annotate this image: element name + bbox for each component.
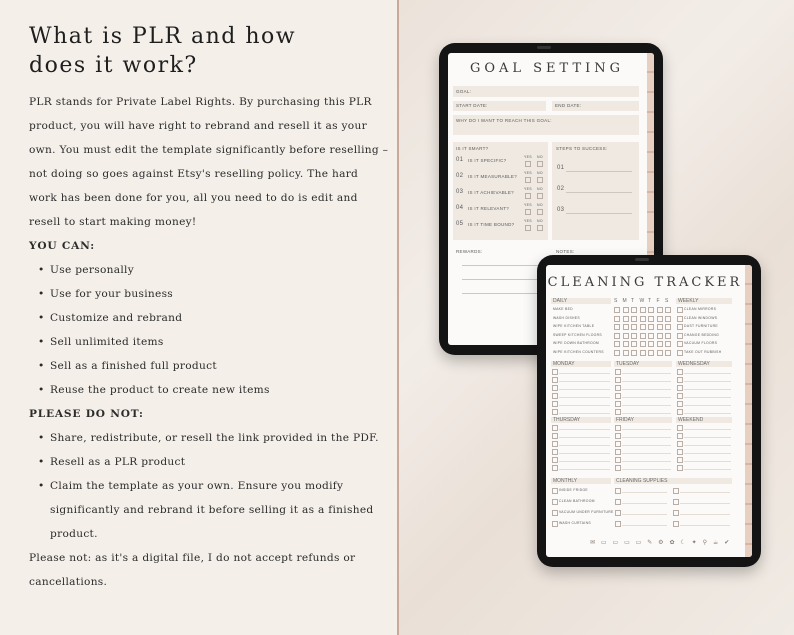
task-checkbox: [615, 385, 621, 391]
monthly-checkbox: [552, 521, 558, 527]
daily-task: WIPE KITCHEN TABLE: [553, 324, 595, 328]
task-line: [684, 453, 731, 454]
daily-checkbox: [665, 350, 671, 356]
no-checkbox: [537, 225, 543, 231]
task-checkbox: [677, 449, 683, 455]
step-line: [566, 213, 632, 214]
daily-checkbox: [631, 350, 637, 356]
yes-label: YES: [524, 203, 532, 207]
task-line: [684, 437, 731, 438]
side-tabs: [745, 265, 752, 557]
daily-checkbox: [614, 350, 620, 356]
end-date-label: END DATE:: [555, 103, 582, 108]
task-line: [622, 429, 671, 430]
task-line: [622, 381, 671, 382]
donot-item: • Claim the template as your own. Ensure you modify significantly and rebrand it before selling it as a finished product.: [50, 474, 389, 546]
supply-line: [680, 492, 730, 493]
smart-number: 03: [456, 189, 464, 195]
task-checkbox: [552, 401, 558, 407]
daily-checkbox: [640, 333, 646, 339]
monthly-checkbox: [552, 488, 558, 494]
daily-checkbox: [614, 324, 620, 330]
task-line: [684, 469, 731, 470]
notes-label: NOTES:: [556, 249, 575, 254]
supply-checkbox: [615, 499, 621, 505]
task-checkbox: [552, 465, 558, 471]
supply-line: [680, 525, 730, 526]
step-number: 02: [557, 186, 565, 192]
no-checkbox: [537, 193, 543, 199]
daily-checkbox: [665, 341, 671, 347]
task-line: [622, 445, 671, 446]
yes-label: YES: [524, 219, 532, 223]
daily-heading: DAILY: [553, 298, 568, 304]
daily-checkbox: [631, 307, 637, 313]
weekend-heading: WEEKEND: [678, 417, 704, 423]
task-line: [622, 405, 671, 406]
friday-heading: FRIDAY: [616, 417, 634, 423]
task-checkbox: [552, 433, 558, 439]
daily-checkbox: [623, 324, 629, 330]
weekly-checkbox: [677, 307, 683, 313]
daily-checkbox: [631, 324, 637, 330]
task-line: [559, 469, 610, 470]
thursday-heading: THURSDAY: [553, 417, 581, 423]
smart-question: IS IT RELEVANT?: [468, 206, 510, 211]
can-item: • Customize and rebrand: [50, 306, 389, 330]
no-label: NO: [537, 171, 543, 175]
task-checkbox: [552, 393, 558, 399]
daily-checkbox: [614, 307, 620, 313]
day-letter: T: [648, 298, 652, 304]
task-checkbox: [615, 457, 621, 463]
daily-checkbox: [631, 341, 637, 347]
monthly-task: VACUUM UNDER FURNITURE: [559, 510, 614, 514]
title-line-1: What is PLR and how: [29, 24, 297, 49]
daily-checkbox: [657, 324, 663, 330]
daily-checkbox: [648, 333, 654, 339]
cleaning-screen: [546, 265, 752, 557]
daily-checkbox: [631, 316, 637, 322]
smart-question: IS IT TIME BOUND?: [468, 222, 515, 227]
task-checkbox: [552, 457, 558, 463]
yes-label: YES: [524, 187, 532, 191]
weekly-checkbox: [677, 341, 683, 347]
daily-checkbox: [665, 307, 671, 313]
supply-checkbox: [615, 521, 621, 527]
task-checkbox: [677, 393, 683, 399]
supplies-heading: CLEANING SUPPLIES: [616, 478, 668, 484]
step-line: [566, 192, 632, 193]
supply-line: [622, 492, 667, 493]
daily-checkbox: [657, 350, 663, 356]
daily-checkbox: [640, 316, 646, 322]
task-checkbox: [552, 449, 558, 455]
step-number: 01: [557, 165, 565, 171]
wednesday-heading: WEDNESDAY: [678, 361, 710, 367]
supply-checkbox: [673, 521, 679, 527]
task-line: [684, 461, 731, 462]
daily-checkbox: [614, 341, 620, 347]
task-line: [559, 445, 610, 446]
weekly-task: CHANGE BEDDING: [684, 332, 720, 337]
monthly-task: INSIDE FRIDGE: [559, 488, 588, 492]
daily-checkbox: [648, 307, 654, 313]
task-line: [684, 389, 731, 390]
daily-checkbox: [657, 333, 663, 339]
yes-label: YES: [524, 171, 532, 175]
camera: [537, 46, 551, 49]
task-checkbox: [677, 385, 683, 391]
task-checkbox: [615, 409, 621, 415]
refund-note: Please not: as it's a digital file, I do not accept refunds or cancellations.: [29, 552, 356, 588]
daily-checkbox: [631, 333, 637, 339]
supply-line: [622, 514, 667, 515]
page-title: [29, 22, 369, 80]
weekly-task: CLEAN MIRRORS: [684, 307, 717, 311]
task-checkbox: [677, 369, 683, 375]
yes-checkbox: [525, 161, 531, 167]
task-line: [622, 389, 671, 390]
task-checkbox: [615, 377, 621, 383]
weekly-task: TAKE OUT RUBBISH: [684, 349, 722, 354]
task-line: [684, 405, 731, 406]
task-line: [622, 413, 671, 414]
steps-box: [552, 142, 639, 240]
supply-line: [680, 503, 730, 504]
task-line: [559, 405, 610, 406]
donot-item: • Resell as a PLR product: [50, 450, 389, 474]
task-line: [684, 445, 731, 446]
task-checkbox: [677, 457, 683, 463]
day-letter: S: [665, 298, 669, 304]
cleaning-tablet: [537, 255, 761, 567]
daily-checkbox: [648, 316, 654, 322]
title-line-2: does it work?: [29, 53, 198, 78]
daily-checkbox: [623, 350, 629, 356]
task-line: [559, 397, 610, 398]
weekly-checkbox: [677, 333, 683, 339]
task-line: [622, 461, 671, 462]
task-checkbox: [552, 425, 558, 431]
cleaning-title: CLEANING TRACKER: [547, 275, 743, 290]
can-item: • Use for your business: [50, 282, 389, 306]
task-line: [559, 453, 610, 454]
task-line: [684, 381, 731, 382]
task-checkbox: [615, 433, 621, 439]
task-checkbox: [552, 369, 558, 375]
smart-number: 04: [456, 205, 464, 211]
task-checkbox: [615, 425, 621, 431]
info-body: [29, 90, 389, 594]
task-line: [559, 461, 610, 462]
task-line: [559, 413, 610, 414]
task-checkbox: [677, 409, 683, 415]
nav-icons: ✉ ▭ ▭ ▭ ▭ ✎ ⚙ ✿ ☾ ✦ ⚲ ☕ ✔: [590, 539, 732, 546]
daily-checkbox: [648, 350, 654, 356]
monthly-heading: MONTHLY: [553, 478, 578, 484]
daily-checkbox: [623, 307, 629, 313]
daily-task: WIPE DOWN BATHROOM: [553, 341, 600, 345]
daily-checkbox: [665, 316, 671, 322]
goal-field: [453, 86, 639, 97]
supply-checkbox: [615, 488, 621, 494]
supply-line: [622, 525, 667, 526]
task-line: [559, 437, 610, 438]
monthly-task: CLEAN BATHROOM: [559, 499, 595, 503]
no-checkbox: [537, 177, 543, 183]
task-checkbox: [677, 401, 683, 407]
can-item: • Reuse the product to create new items: [50, 378, 389, 402]
task-line: [684, 373, 731, 374]
task-checkbox: [615, 393, 621, 399]
task-checkbox: [552, 385, 558, 391]
daily-checkbox: [623, 341, 629, 347]
no-label: NO: [537, 155, 543, 159]
smart-question: IS IT SPECIFIC?: [468, 158, 507, 163]
task-line: [622, 397, 671, 398]
rewards-line: [462, 279, 542, 280]
step-line: [566, 171, 632, 172]
smart-number: 05: [456, 221, 464, 227]
monthly-checkbox: [552, 499, 558, 505]
task-line: [559, 373, 610, 374]
task-checkbox: [552, 409, 558, 415]
donot-heading: PLEASE DO NOT:: [29, 408, 144, 420]
supply-checkbox: [615, 510, 621, 516]
rewards-line: [462, 265, 542, 266]
daily-checkbox: [623, 333, 629, 339]
goal-title: GOAL SETTING: [469, 61, 625, 76]
task-line: [622, 453, 671, 454]
day-letter: F: [656, 298, 660, 304]
smart-question: IS IT ACHIEVABLE?: [468, 190, 514, 195]
no-checkbox: [537, 209, 543, 215]
smart-number: 01: [456, 157, 464, 163]
mockup-panel: [399, 0, 794, 635]
weekly-task: CLEAN WINDOWS: [684, 315, 718, 320]
smart-number: 02: [456, 173, 464, 179]
daily-task: WIPE KITCHEN COUNTERS: [553, 349, 604, 354]
task-line: [622, 373, 671, 374]
daily-checkbox: [640, 324, 646, 330]
task-checkbox: [552, 377, 558, 383]
daily-checkbox: [648, 341, 654, 347]
task-checkbox: [677, 441, 683, 447]
supply-line: [680, 514, 730, 515]
monday-heading: MONDAY: [553, 361, 575, 367]
day-letter: T: [631, 298, 635, 304]
steps-label: STEPS TO SUCCESS:: [556, 146, 608, 151]
task-checkbox: [677, 425, 683, 431]
yes-checkbox: [525, 225, 531, 231]
daily-checkbox: [640, 341, 646, 347]
why-label: WHY DO I WANT TO REACH THIS GOAL:: [456, 118, 552, 123]
task-checkbox: [615, 369, 621, 375]
no-label: NO: [537, 203, 543, 207]
task-line: [559, 381, 610, 382]
supply-line: [622, 503, 667, 504]
task-checkbox: [677, 377, 683, 383]
yes-checkbox: [525, 177, 531, 183]
daily-task: SWEEP KITCHEN FLOORS: [553, 332, 602, 337]
rewards-line: [462, 293, 542, 294]
task-line: [684, 429, 731, 430]
task-checkbox: [615, 449, 621, 455]
daily-checkbox: [623, 316, 629, 322]
yes-label: YES: [524, 155, 532, 159]
intro-text: PLR stands for Private Label Rights. By purchasing this PLR product, you will have right to rebrand and resell it as your own. You must edit the template significantly before reselling – not doing so goes against Etsy's reselling policy. The hard work has been done for you, all you need to do is edit and resell to start making money!: [29, 96, 389, 228]
no-label: NO: [537, 187, 543, 191]
can-heading: YOU CAN:: [29, 240, 95, 252]
yes-checkbox: [525, 193, 531, 199]
daily-checkbox: [665, 333, 671, 339]
day-letter: W: [639, 298, 645, 304]
step-number: 03: [557, 207, 565, 213]
daily-task: WASH DISHES: [553, 315, 580, 320]
tuesday-heading: TUESDAY: [616, 361, 640, 367]
supply-checkbox: [673, 488, 679, 494]
daily-checkbox: [614, 333, 620, 339]
donot-list: [29, 426, 389, 546]
goal-label: GOAL:: [456, 89, 472, 94]
monthly-checkbox: [552, 510, 558, 516]
supply-checkbox: [673, 499, 679, 505]
task-line: [622, 469, 671, 470]
supply-checkbox: [673, 510, 679, 516]
daily-checkbox: [657, 341, 663, 347]
daily-checkbox: [648, 324, 654, 330]
task-line: [559, 389, 610, 390]
daily-checkbox: [657, 316, 663, 322]
daily-checkbox: [657, 307, 663, 313]
task-checkbox: [677, 433, 683, 439]
daily-checkbox: [665, 324, 671, 330]
task-checkbox: [615, 401, 621, 407]
task-checkbox: [615, 465, 621, 471]
task-line: [684, 397, 731, 398]
yes-checkbox: [525, 209, 531, 215]
daily-checkbox: [640, 350, 646, 356]
can-item: • Use personally: [50, 258, 389, 282]
rewards-label: REWARDS:: [456, 249, 483, 254]
weekly-checkbox: [677, 350, 683, 356]
task-line: [622, 437, 671, 438]
day-letter: S: [614, 298, 618, 304]
weekly-task: VACUUM FLOORS: [684, 341, 718, 345]
can-list: [29, 258, 389, 402]
task-line: [684, 413, 731, 414]
weekly-checkbox: [677, 324, 683, 330]
weekly-task: DUST FURNITURE: [684, 324, 718, 328]
start-date-label: START DATE:: [456, 103, 488, 108]
daily-checkbox: [614, 316, 620, 322]
monthly-task: WASH CURTAINS: [559, 521, 591, 525]
can-item: • Sell as a finished full product: [50, 354, 389, 378]
daily-task: MAKE BED: [553, 307, 573, 311]
task-checkbox: [677, 465, 683, 471]
daily-checkbox: [640, 307, 646, 313]
task-checkbox: [552, 441, 558, 447]
no-label: NO: [537, 219, 543, 223]
task-line: [559, 429, 610, 430]
can-item: • Sell unlimited items: [50, 330, 389, 354]
camera: [635, 258, 649, 261]
smart-question: IS IT MEASURABLE?: [468, 174, 518, 179]
weekly-checkbox: [677, 316, 683, 322]
day-letter: M: [622, 298, 627, 304]
no-checkbox: [537, 161, 543, 167]
donot-item: • Share, redistribute, or resell the link provided in the PDF.: [50, 426, 389, 450]
task-checkbox: [615, 441, 621, 447]
weekly-heading: WEEKLY: [678, 298, 699, 304]
smart-label: IS IT SMART?: [456, 146, 489, 151]
